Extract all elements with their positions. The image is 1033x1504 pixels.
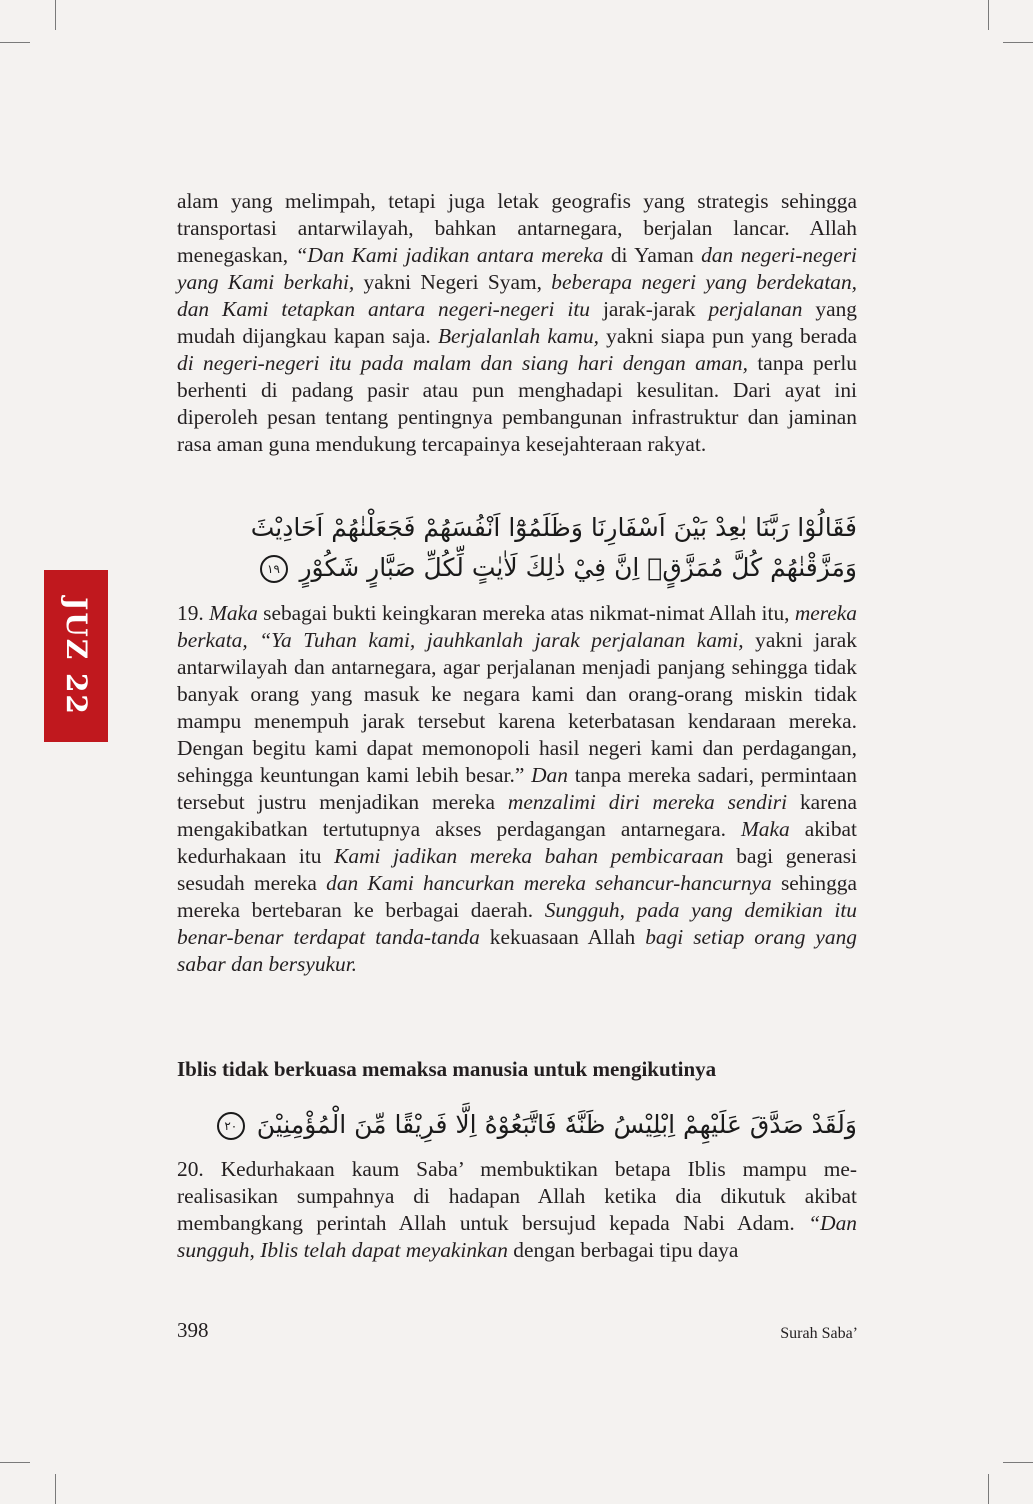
ayah-19-arabic: فَقَالُوْا رَبَّنَا بٰعِدْ بَيْنَ اَسْفَارِنَا وَظَلَمُوْٓا اَنْفُسَهُمْ فَجَعَلْنٰهُمْ اَحَادِيْثَ وَمَزَّقْنٰهُمْ كُلَّ مُمَزَّقٍۗ اِنَّ فِيْ ذٰلِكَ لَاٰيٰتٍ لِّكُلِّ صَبَّارٍ شَكُوْرٍ ١٩: [250, 513, 857, 582]
page-number: 398: [177, 1318, 209, 1342]
crop-mark: [0, 42, 30, 43]
crop-mark: [988, 0, 989, 30]
crop-mark: [1003, 42, 1033, 43]
commentary-ayah-20: 20. Kedurhakaan kaum Saba’ membuktikan betapa Iblis mampu merealisasikan sumpahnya di hadapan Allah ketika dia dikutuk akibat membangkang perintah Allah untuk bersujud kepada Nabi Adam. “Dan sungguh, Iblis telah dapat meyakinkan dengan berbagai tipu daya: [177, 1157, 857, 1262]
section-heading: Iblis tidak berkuasa memaksa manusia untuk mengikutinya: [177, 1057, 717, 1081]
juz-side-tab: [44, 570, 108, 742]
paragraph-continuation: alam yang melimpah, tetapi juga letak geografis yang strategis sehingga transportasi antarwilayah, bahkan antarnegara, berjalan lancar. Allah menegaskan, “Dan Kami jadikan antara mereka di Yaman dan negeri-negeri yang Kami berkahi, yakni Negeri Syam, beberapa negeri yang berdekatan, dan Kami tetapkan antara negeri-negeri itu jarak-jarak perjalanan yang mudah dijangkau kapan saja. Berjalanlah kamu, yakni siapa pun yang berada di negeri-negeri itu pada malam dan siang hari dengan aman, tanpa perlu berhenti di padang pasir atau pun menghadapi kesulitan. Dari ayat ini diperoleh pesan tentang pentingnya pembangunan infrastruktur dan jaminan rasa aman guna mendukung tercapainya kesejahteraan rakyat.: [177, 189, 858, 456]
juz-label: JUZ 22: [59, 596, 93, 716]
crop-mark: [1003, 1462, 1033, 1463]
ayah-20-arabic: وَلَقَدْ صَدَّقَ عَلَيْهِمْ اِبْلِيْسُ ظَنَّهٗ فَاتَّبَعُوْهُ اِلَّا فَرِيْقًا مِّنَ الْمُؤْمِنِيْنَ ٢٠: [177, 1105, 857, 1145]
crop-mark: [0, 1462, 30, 1463]
crop-mark: [55, 1474, 56, 1504]
crop-mark: [55, 0, 56, 30]
ayah-number-marker: ١٩: [260, 555, 288, 583]
ayah-number-marker: ٢٠: [217, 1112, 245, 1140]
commentary-ayah-19: 19. Maka sebagai bukti keingkaran mereka atas nikmat-nimat Allah itu, mereka berkata, “Ya Tuhan kami, jauhkanlah jarak perjalanan kami, yakni jarak antarwilayah dan antarnegara, agar perjalanan menjadi panjang sehingga tidak banyak orang yang masuk ke negara kami dan orang-orang miskin tidak mampu menempuh jarak tersebut karena keterbatasan kendaraan mereka. Dengan begitu kami dapat memonopoli hasil negeri kami dan perdagangan, sehingga keuntungan kami lebih besar.” Dan tanpa mereka sadari, permintaan tersebut justru menjadikan mereka menzalimi diri mereka sendiri karena mengakibatkan tertutupnya akses perdagangan antarnegara. Maka akibat kedurhakaan itu Kami jadikan mereka bahan pembicaraan bagi generasi sesudah mereka dan Kami hancurkan mereka sehancur-hancurnya sehingga mereka bertebaran ke berbagai daerah. Sungguh, pada yang demikian itu benar-benar terdapat tanda-tanda kekuasaan Allah bagi setiap orang yang sabar dan bersyukur.: [177, 601, 858, 976]
crop-mark: [988, 1474, 989, 1504]
running-head: Surah Saba’: [780, 1325, 858, 1342]
